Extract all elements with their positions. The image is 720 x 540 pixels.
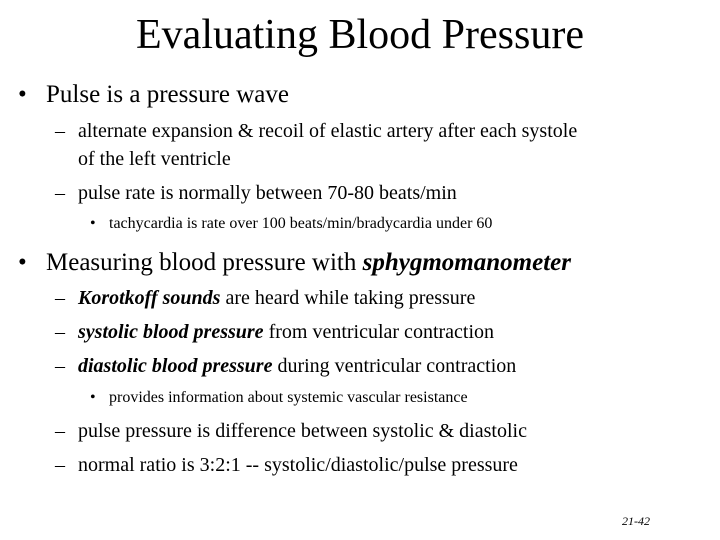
- dash-marker: –: [55, 321, 65, 343]
- sub-bullet-pulse-rate: pulse rate is normally between 70-80 beats/min: [78, 182, 457, 204]
- small-bullet-marker: •: [90, 215, 96, 232]
- bullet-marker: •: [18, 81, 27, 108]
- sub-sub-bullet-vascular-resistance: provides information about systemic vascular resistance: [109, 389, 468, 406]
- dash-marker: –: [55, 287, 65, 309]
- bullet-measuring-blood-pressure: [46, 248, 571, 278]
- sub-bullet-text: from ventricular contraction: [263, 321, 495, 343]
- sub-bullet-normal-ratio: normal ratio is 3:2:1 -- systolic/diastolic/pulse pressure: [78, 454, 518, 476]
- page-number: 21-42: [622, 514, 650, 528]
- bullet-marker: •: [18, 249, 27, 276]
- sub-bullet-korotkoff: [78, 285, 475, 311]
- emphasis-systolic: systolic blood pressure: [78, 321, 264, 343]
- sub-bullet-diastolic: [78, 353, 516, 379]
- sub-bullet-text: during ventricular contraction: [272, 355, 517, 377]
- sub-bullet-expansion-recoil: alternate expansion & recoil of elastic artery after each systole: [78, 120, 578, 142]
- emphasis-diastolic: diastolic blood pressure: [78, 355, 273, 377]
- sub-bullet-systolic: [78, 319, 494, 345]
- dash-marker: –: [55, 182, 65, 204]
- sub-sub-bullet-tachycardia: tachycardia is rate over 100 beats/min/bradycardia under 60: [109, 215, 493, 232]
- emphasis-sphygmomanometer: sphygmomanometer: [362, 249, 571, 276]
- emphasis-korotkoff: Korotkoff sounds: [78, 287, 221, 309]
- sub-bullet-expansion-recoil-cont: of the left ventricle: [78, 148, 231, 170]
- small-bullet-marker: •: [90, 389, 96, 406]
- bullet-pulse-pressure-wave: Pulse is a pressure wave: [46, 81, 289, 108]
- sub-bullet-text: are heard while taking pressure: [220, 287, 476, 309]
- bullet-text: Measuring blood pressure with: [46, 249, 363, 276]
- dash-marker: –: [55, 454, 65, 476]
- dash-marker: –: [55, 420, 65, 442]
- dash-marker: –: [55, 120, 65, 142]
- sub-bullet-pulse-pressure: pulse pressure is difference between systolic & diastolic: [78, 420, 527, 442]
- slide-title: Evaluating Blood Pressure: [136, 12, 584, 58]
- dash-marker: –: [55, 355, 65, 377]
